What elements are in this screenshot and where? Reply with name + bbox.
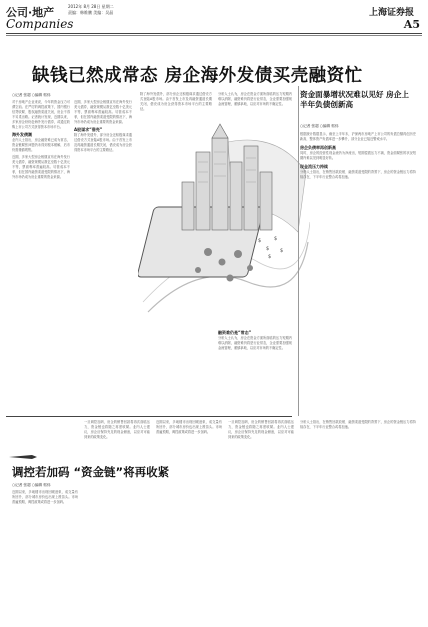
main-column-2 — [74, 100, 132, 408]
second-column-2 — [84, 420, 150, 620]
second-paragraph: 近期以来，多地楼市出现回暖迹象，成交量有所回升，部分城市房价也出现上涨苗头。市场普遍预期，调控政策或将进一步加码。 — [156, 420, 222, 434]
side-column — [300, 132, 416, 416]
main-byline: ○记者 张超 ○编辑 郭伟 — [12, 93, 51, 97]
svg-text:$: $ — [266, 246, 270, 252]
second-column-1 — [12, 490, 78, 620]
main-paragraph: 对于房地产企业来说，今年的资金压力可谓空前。在严厉的调控政策下，国内银行信贷收紧、股权融资渠道关闭，房企不得不另觅出路。记者统计发现，近期以来，多家房企纷纷赴海外发行债券，或通过收购上市公司方式获得资本市场平台。 — [12, 100, 70, 129]
main-column-1 — [12, 100, 70, 408]
column-divider — [298, 86, 299, 416]
main-paragraph: 除了海外发债外，部分房企还积极谋求通过借壳方式登陆A股市场。由于首发上市及再融资通道长期关闭，借壳成为房企获得资本市场平台的主要路径。 — [74, 133, 132, 152]
second-paragraph: 近期以来，多地楼市出现回暖迹象，成交量有所回升，部分城市房价也出现上涨苗头。市场普遍预期，调控政策或将进一步加码。 — [12, 490, 78, 504]
page-number: A5 — [403, 18, 420, 31]
side-paragraph: 分析人士指出，在销售回款放缓、融资渠道受限的背景下，房企的资金链压力将持续存在，下半年行业整合或将加速。 — [300, 420, 416, 429]
side-headline: 资金面暴增状况难以见好 房企上半年负债创新高 — [300, 90, 409, 109]
header-rule-thin — [6, 35, 422, 36]
main-subhead: 海外发债潮 — [12, 132, 32, 137]
side-paragraph: 同时，房企的经营性现金流仍为净流出，短期偿债压力不减，资金面紧张的状况短期内难以见到明显好转。 — [300, 151, 416, 160]
svg-text:$: $ — [268, 254, 272, 260]
svg-text:$: $ — [258, 238, 262, 244]
main-paragraph: 除了海外发债外，部分房企还积极谋求通过借壳方式登陆A股市场。由于首发上市及再融资通道长期关闭，借壳成为房企获得资本市场平台的主要路径。 — [140, 92, 212, 111]
second-headline: 调控若加码 “资金链”将再收紧 — [12, 465, 170, 479]
second-byline: ○记者 张超 ○编辑 郭伟 — [12, 483, 51, 487]
main-headline: 缺钱已然成常态 房企海外发债买壳融资忙 — [32, 66, 363, 86]
svg-text:$: $ — [280, 248, 284, 254]
second-column-3 — [156, 420, 222, 620]
side-paragraph: 分析人士指出，在销售回款放缓、融资渠道受限的背景下，房企的资金链压力将持续存在，下半年行业整合或将加速。 — [300, 170, 416, 179]
newspaper-name: 上海证券报 — [368, 8, 414, 18]
main-paragraph: 业内人士指出，房企融资难已成为常态，资金链紧张问题仍未得到根本缓解，后市仍需谨慎观察。 — [12, 138, 70, 152]
dollar-sign-icon — [258, 236, 283, 260]
issue-editors: 责编：韩维鹏 美编：吴晶 — [68, 10, 114, 15]
issue-date: 2012年 8月 28日 星期二 — [68, 4, 114, 9]
header-rule — [6, 33, 422, 34]
svg-text:$: $ — [274, 236, 278, 242]
main-paragraph: 分析人士认为，房企在资金方面所面临的压力短期内难以消除，融资难仍将是行业常态，企业需要加强现金流管理，谨慎拿地，以应对市场的不确定性。 — [218, 336, 292, 350]
second-paragraph: 一旦调控加码，房企的销售回款将再次面临压力，资金链也将随之再度收紧。业内人士建议，房企应保持充足的现金储备，以应对可能到来的政策变化。 — [84, 420, 150, 439]
main-column-5 — [218, 330, 292, 410]
side-paragraph: 根据统计数据显示，截至上半年末，沪深两市房地产上市公司的负债总额再创历史新高，整体资产负债率进一步攀升，部分企业已接近警戒水平。 — [300, 132, 416, 141]
second-column-4 — [228, 420, 294, 620]
main-paragraph: 分析人士认为，房企在资金方面所面临的压力短期内难以消除，融资难仍将是行业常态，企业需要加强现金流管理，谨慎拿地，以应对市场的不确定性。 — [218, 92, 292, 106]
side-subhead: 现金流压力持续 — [300, 164, 328, 169]
main-subhead: 融资难仍是“常态” — [218, 330, 252, 335]
section-rule — [6, 416, 292, 417]
section-title: 公司·地产 — [6, 6, 55, 19]
second-paragraph: 一旦调控加码，房企的销售回款将再次面临压力，资金链也将随之再度收紧。业内人士建议，房企应保持充足的现金储备，以应对可能到来的政策变化。 — [228, 420, 294, 439]
issue-info — [68, 4, 158, 16]
section-english-title: Companies — [6, 17, 74, 31]
main-paragraph: 近期，多家大型房企相继宣布在海外发行美元债券，融资规模从数亿至数十亿美元不等，票面利率普遍较高。尽管成本不菲，但在国内融资渠道受限的情况下，海外市场仍成为房企重要的资金来源。 — [12, 155, 70, 179]
side-subhead: 房企负债率再创新高 — [300, 145, 336, 150]
city-illustration — [138, 112, 310, 326]
main-paragraph: 近期，多家大型房企相继宣布在海外发行美元债券，融资规模从数亿至数十亿美元不等，票面利率普遍较高。尽管成本不菲，但在国内融资渠道受限的情况下，海外市场仍成为房企重要的资金来源。 — [74, 100, 132, 124]
main-subhead: A股谋求“借壳” — [74, 127, 103, 132]
side-byline: ○记者 张超 ○编辑 郭伟 — [300, 124, 339, 128]
side-column-continued — [300, 420, 416, 620]
pen-icon — [8, 454, 38, 460]
